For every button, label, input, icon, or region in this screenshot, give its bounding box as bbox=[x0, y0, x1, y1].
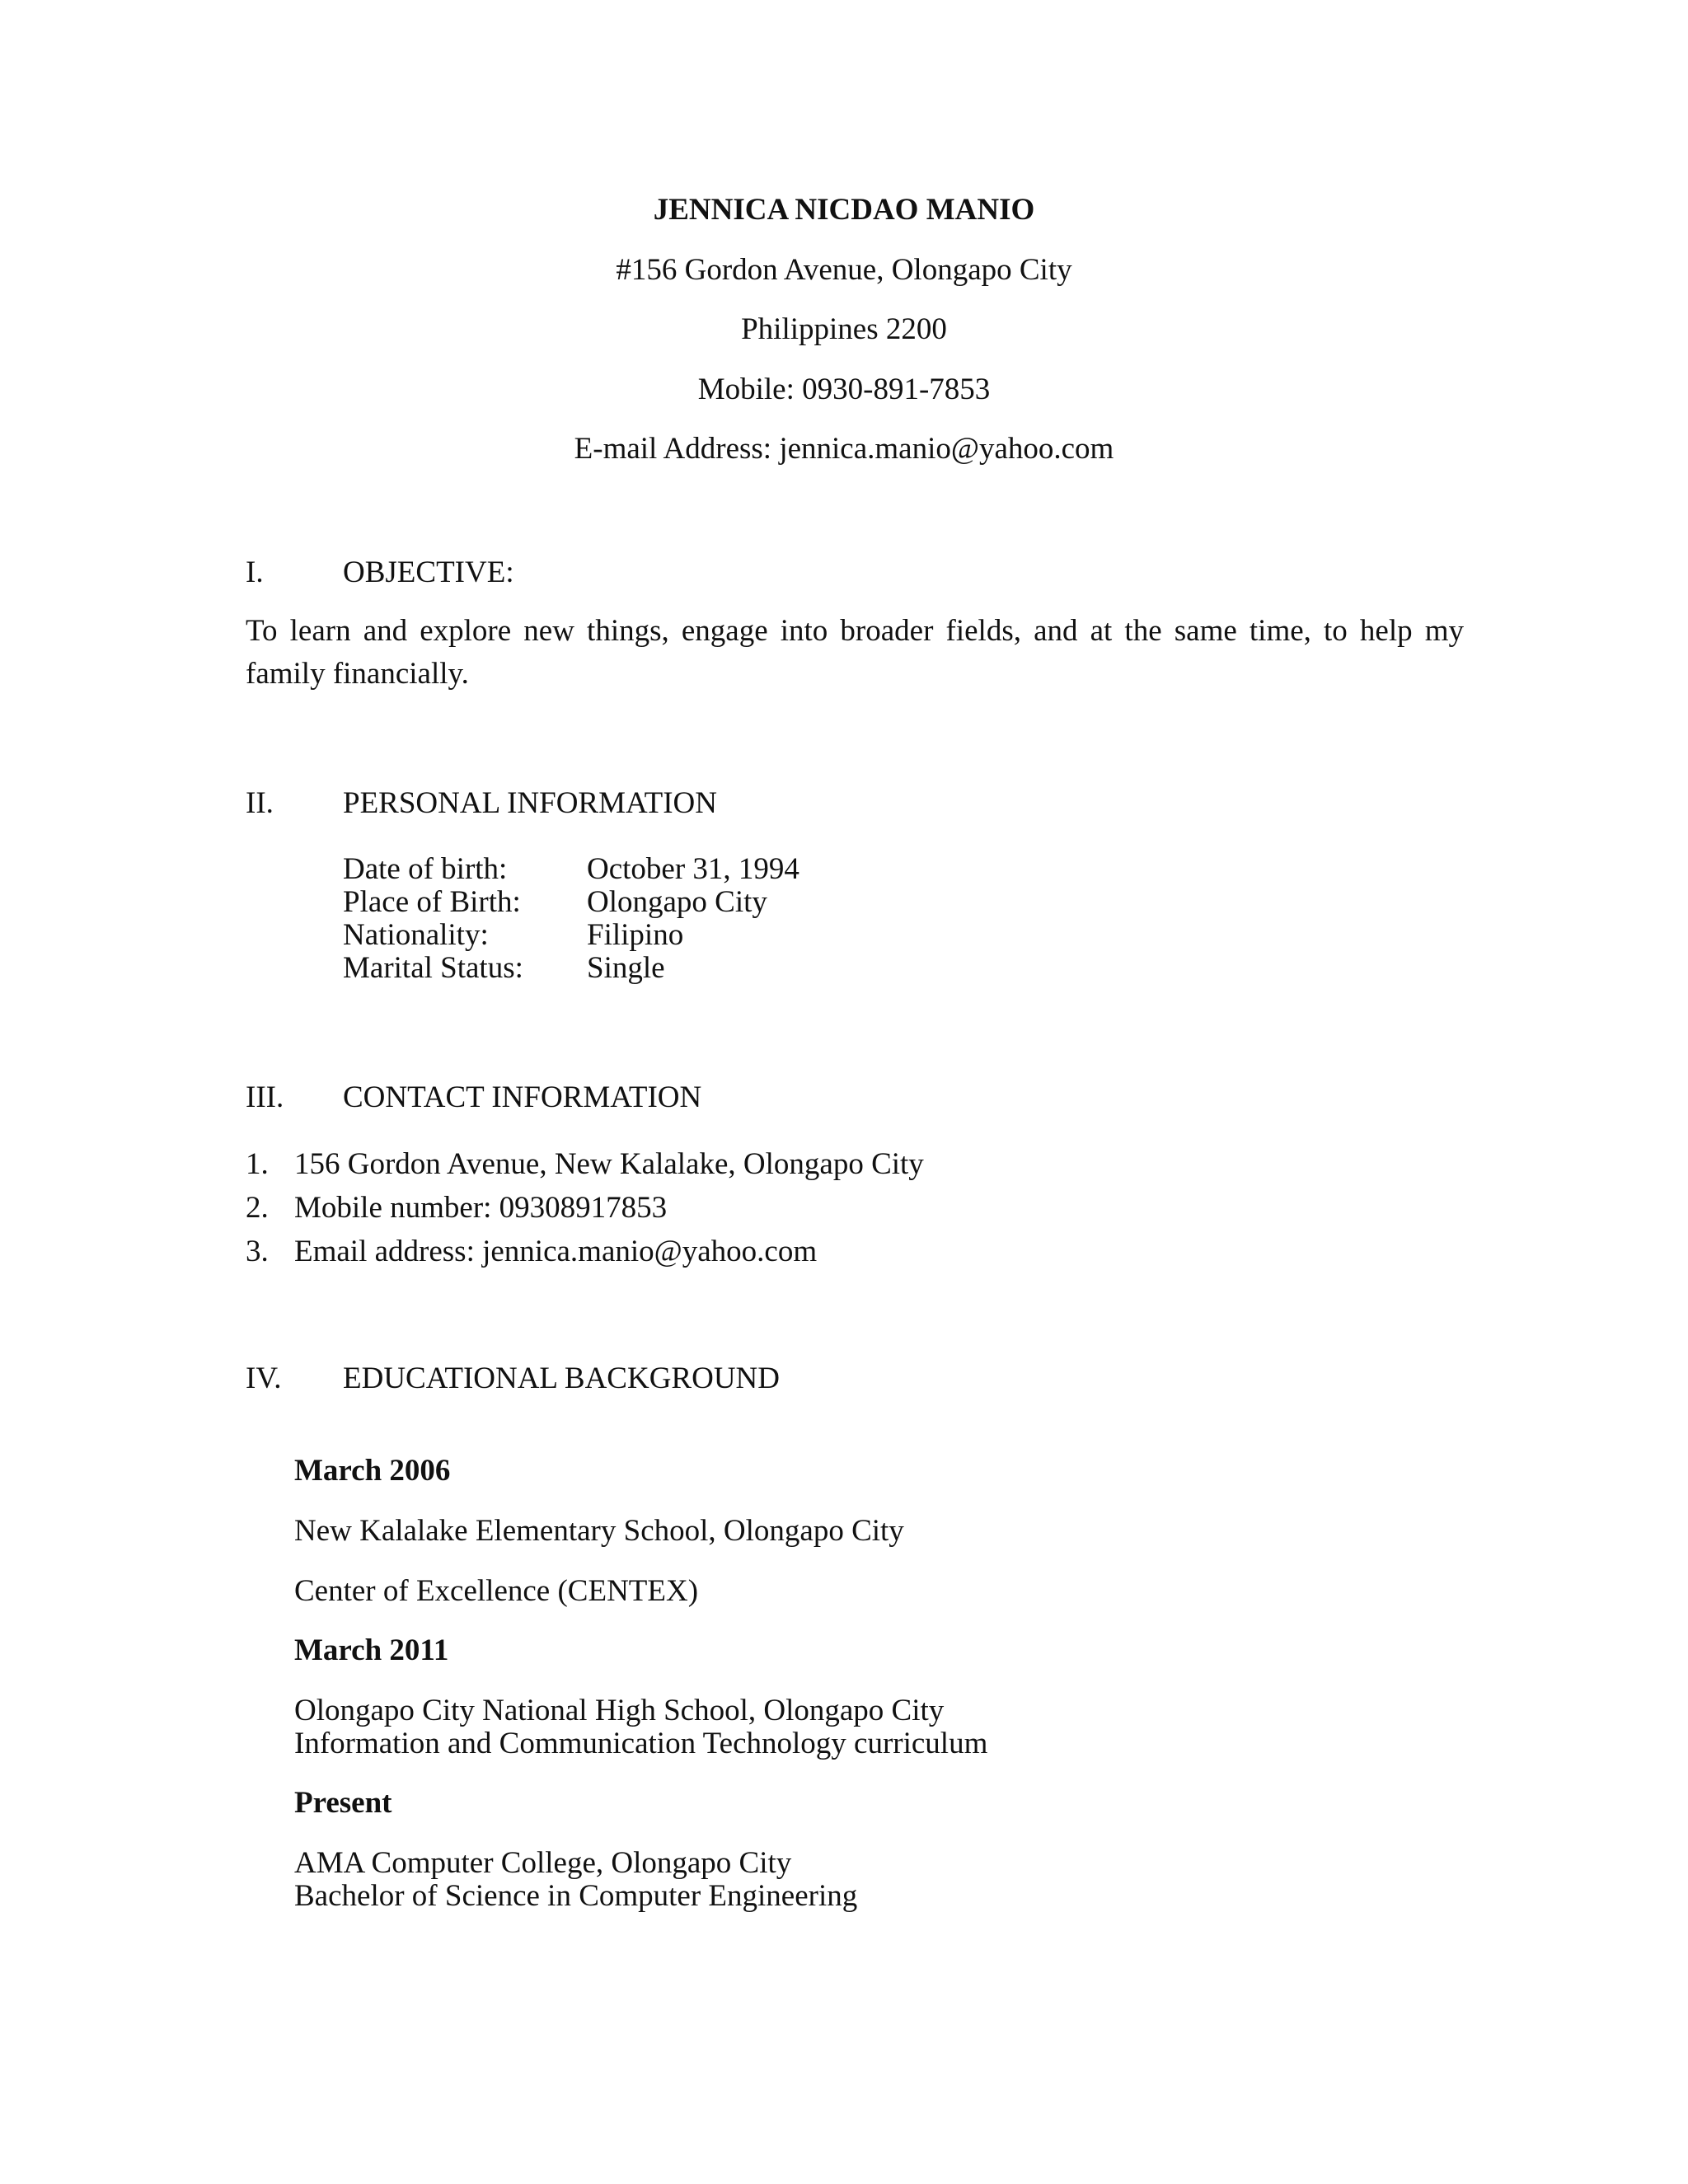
education-note-elementary: Center of Excellence (CENTEX) bbox=[294, 1574, 699, 1608]
section-number-education: IV. bbox=[246, 1361, 282, 1395]
personal-label-dob: Date of birth: bbox=[343, 852, 508, 886]
personal-value-nationality: Filipino bbox=[587, 918, 684, 952]
education-school-college: AMA Computer College, Olongapo City bbox=[294, 1846, 792, 1880]
education-note-highschool: Information and Communication Technology curriculum bbox=[294, 1727, 988, 1760]
personal-label-pob: Place of Birth: bbox=[343, 885, 521, 919]
personal-value-marital: Single bbox=[587, 951, 665, 985]
section-title-personal: PERSONAL INFORMATION bbox=[343, 786, 717, 820]
personal-label-marital: Marital Status: bbox=[343, 951, 523, 985]
contact-item-number: 3. bbox=[246, 1235, 269, 1268]
section-number-objective: I. bbox=[246, 555, 264, 589]
section-title-objective: OBJECTIVE: bbox=[343, 555, 514, 589]
personal-value-pob: Olongapo City bbox=[587, 885, 767, 919]
contact-item-number: 1. bbox=[246, 1147, 269, 1181]
education-date-college: Present bbox=[294, 1786, 392, 1820]
personal-label-nationality: Nationality: bbox=[343, 918, 489, 952]
mobile-line: Mobile: 0930-891-7853 bbox=[697, 373, 991, 406]
education-date-elementary: March 2006 bbox=[294, 1454, 451, 1488]
education-school-elementary: New Kalalake Elementary School, Olongapo City bbox=[294, 1514, 904, 1548]
contact-item-address: 156 Gordon Avenue, New Kalalake, Olongapo City bbox=[294, 1147, 924, 1181]
education-note-college: Bachelor of Science in Computer Engineering bbox=[294, 1879, 858, 1913]
contact-item-number: 2. bbox=[246, 1191, 269, 1225]
objective-text: To learn and explore new things, engage into broader fields, and at the same time, to help my family financially. bbox=[246, 614, 1464, 691]
contact-item-mobile: Mobile number: 09308917853 bbox=[294, 1191, 668, 1225]
section-number-contact: III. bbox=[246, 1080, 284, 1114]
email-line: E-mail Address: jennica.manio@yahoo.com bbox=[574, 432, 1114, 466]
education-school-highschool: Olongapo City National High School, Olongapo City bbox=[294, 1694, 945, 1727]
address-line-1: #156 Gordon Avenue, Olongapo City bbox=[616, 253, 1072, 287]
education-date-highschool: March 2011 bbox=[294, 1633, 449, 1667]
section-title-education: EDUCATIONAL BACKGROUND bbox=[343, 1361, 780, 1395]
section-number-personal: II. bbox=[246, 786, 274, 820]
contact-item-email: Email address: jennica.manio@yahoo.com bbox=[294, 1235, 818, 1268]
personal-value-dob: October 31, 1994 bbox=[587, 852, 799, 886]
applicant-name: JENNICA NICDAO MANIO bbox=[653, 193, 1035, 227]
address-line-2: Philippines 2200 bbox=[741, 312, 947, 346]
section-title-contact: CONTACT INFORMATION bbox=[343, 1080, 702, 1114]
